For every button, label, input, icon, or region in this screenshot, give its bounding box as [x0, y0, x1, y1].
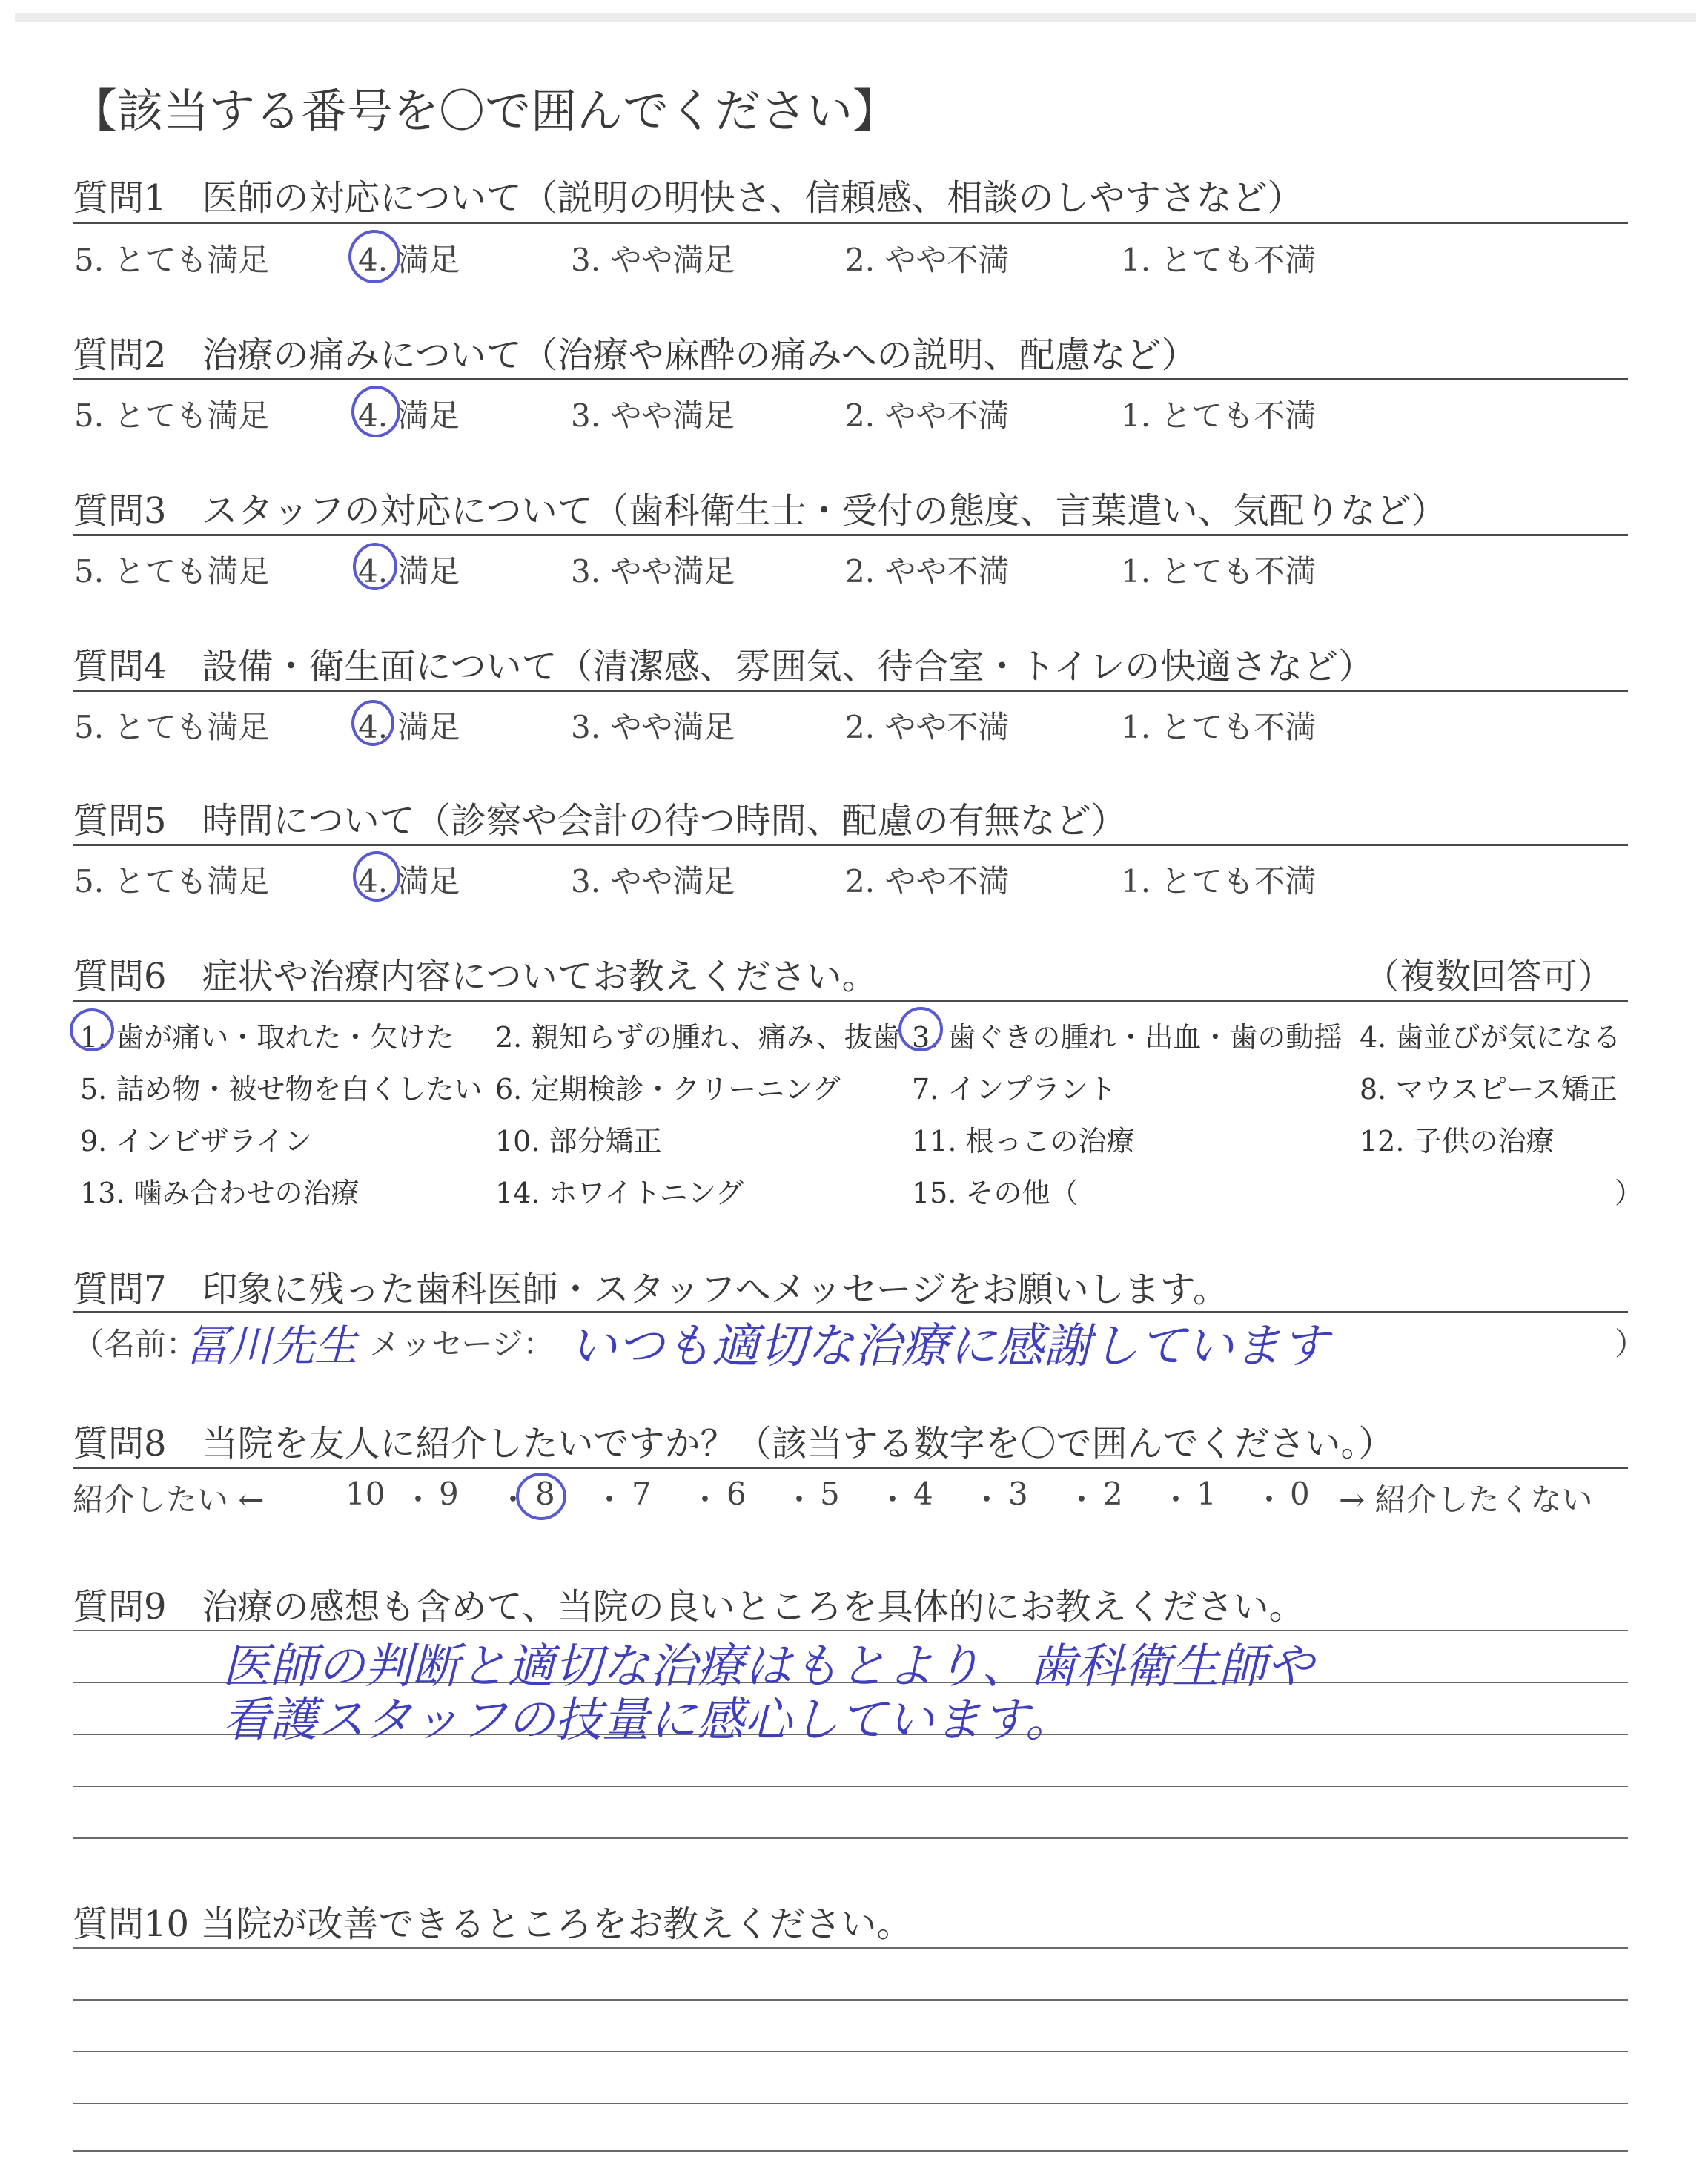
- option-5[interactable]: 5. とても満足: [74, 863, 270, 899]
- scale-number-8[interactable]: 8: [535, 1476, 555, 1512]
- scale-separator: ・: [1066, 1482, 1098, 1518]
- question-title: 質問8 当院を友人に紹介したいですか？（該当する数字を〇で囲んでください。）: [73, 1423, 1394, 1464]
- selection-circle: [70, 1008, 114, 1051]
- rule: [73, 1467, 1628, 1469]
- answer-line: [73, 2051, 1628, 2052]
- option-5[interactable]: 5. とても満足: [74, 242, 270, 278]
- scale-separator: ・: [1160, 1482, 1192, 1518]
- option-4[interactable]: 4. 満足: [358, 397, 460, 434]
- question-title: 質問7 印象に残った歯科医師・スタッフへメッセージをお願いします。: [73, 1269, 1228, 1310]
- scale-number-6[interactable]: 6: [726, 1476, 747, 1512]
- name-handwritten[interactable]: 冨川先生: [185, 1321, 358, 1371]
- option-1[interactable]: 1. とても不満: [1121, 397, 1317, 434]
- symptom-option-8[interactable]: 8. マウスピース矯正: [1360, 1073, 1618, 1106]
- selection-circle: [348, 230, 400, 283]
- question-title: 質問2 治療の痛みについて（治療や麻酔の痛みへの説明、配慮など）: [73, 334, 1197, 376]
- option-5[interactable]: 5. とても満足: [74, 397, 270, 434]
- scale-separator: ・: [971, 1482, 1003, 1518]
- selection-circle: [516, 1473, 566, 1520]
- scale-number-9[interactable]: 9: [439, 1476, 459, 1512]
- scale-number-5[interactable]: 5: [820, 1476, 840, 1512]
- answer-line: [73, 2150, 1628, 2152]
- answer-line: [73, 1999, 1628, 2001]
- option-4[interactable]: 4. 満足: [358, 709, 460, 745]
- scale-number-4[interactable]: 4: [913, 1476, 933, 1512]
- answer-line: [73, 2103, 1628, 2104]
- name-label: （名前：: [73, 1326, 198, 1362]
- question-title: 質問4 設備・衛生面について（清潔感、雰囲気、待合室・トイレの快適さなど）: [73, 646, 1374, 687]
- option-2[interactable]: 2. やや不満: [845, 397, 1010, 434]
- option-2[interactable]: 2. やや不満: [845, 242, 1010, 278]
- question-title: 質問10 当院が改善できるところをお教えください。: [73, 1903, 913, 1945]
- option-3[interactable]: 3. やや満足: [571, 242, 735, 278]
- answer-line: [73, 1837, 1628, 1839]
- selection-circle: [353, 851, 400, 902]
- recommend-right-label: → 紹介したくない: [1339, 1482, 1593, 1518]
- symptom-option-12[interactable]: 12. 子供の治療: [1360, 1125, 1555, 1157]
- option-3[interactable]: 3. やや満足: [571, 863, 735, 899]
- rule: [73, 222, 1628, 224]
- scan-edge: [15, 13, 1696, 22]
- option-2[interactable]: 2. やや不満: [845, 863, 1010, 899]
- symptom-option-4[interactable]: 4. 歯並びが気になる: [1360, 1021, 1621, 1054]
- answer-handwritten-line-2[interactable]: 看護スタッフの技量に感心しています。: [222, 1693, 1073, 1748]
- recommend-left-label: 紹介したい ←: [73, 1482, 265, 1518]
- option-5[interactable]: 5. とても満足: [74, 709, 270, 745]
- rule: [73, 844, 1628, 846]
- scale-separator: ・: [1254, 1482, 1285, 1518]
- symptom-option-11[interactable]: 11. 根っこの治療: [912, 1125, 1135, 1157]
- option-3[interactable]: 3. やや満足: [571, 709, 735, 745]
- option-2[interactable]: 2. やや不満: [845, 709, 1010, 745]
- question-title: 質問6 症状や治療内容についてお教えください。: [73, 956, 878, 997]
- selection-circle: [898, 1007, 943, 1051]
- question-title: 質問5 時間について（診察や会計の待つ時間、配慮の有無など）: [73, 800, 1127, 842]
- option-3[interactable]: 3. やや満足: [571, 397, 735, 434]
- option-1[interactable]: 1. とても不満: [1121, 863, 1317, 899]
- scale-separator: ・: [594, 1482, 626, 1518]
- symptom-option-10[interactable]: 10. 部分矯正: [495, 1125, 662, 1157]
- option-4[interactable]: 4. 満足: [358, 242, 460, 278]
- scale-number-10[interactable]: 10: [345, 1476, 385, 1512]
- rule: [73, 690, 1628, 692]
- scale-number-2[interactable]: 2: [1103, 1476, 1123, 1512]
- answer-line: [73, 1786, 1628, 1787]
- message-handwritten[interactable]: いつも適切な治療に感謝しています: [569, 1319, 1328, 1374]
- close-paren: ）: [1615, 1326, 1646, 1362]
- option-5[interactable]: 5. とても満足: [74, 553, 270, 589]
- option-3[interactable]: 3. やや満足: [571, 553, 735, 589]
- multiple-answers-note: （複数回答可）: [1364, 956, 1614, 997]
- option-4[interactable]: 4. 満足: [358, 863, 460, 899]
- rule: [73, 534, 1628, 536]
- question-title: 質問9 治療の感想も含めて、当院の良いところを具体的にお教えください。: [73, 1586, 1305, 1628]
- option-1[interactable]: 1. とても不満: [1121, 242, 1317, 278]
- symptom-option-7[interactable]: 7. インプラント: [912, 1073, 1117, 1106]
- scale-number-1[interactable]: 1: [1196, 1476, 1217, 1512]
- symptom-option-13[interactable]: 13. 噛み合わせの治療: [80, 1177, 360, 1209]
- symptom-option-5[interactable]: 5. 詰め物・被せ物を白くしたい: [80, 1073, 483, 1106]
- question-title: 質問3 スタッフの対応について（歯科衛生士・受付の態度、言葉遣い、気配りなど）: [73, 490, 1447, 532]
- symptom-option-6[interactable]: 6. 定期検診・クリーニング: [495, 1073, 841, 1106]
- answer-handwritten-line-1[interactable]: 医師の判断と適切な治療はもとより、歯科衛生師や: [222, 1639, 1314, 1694]
- option-1[interactable]: 1. とても不満: [1121, 709, 1317, 745]
- rule: [73, 378, 1628, 380]
- option-2[interactable]: 2. やや不満: [845, 553, 1010, 589]
- scale-number-0[interactable]: 0: [1290, 1476, 1310, 1512]
- symptom-option-9[interactable]: 9. インビザライン: [80, 1125, 313, 1157]
- scale-number-7[interactable]: 7: [632, 1476, 652, 1512]
- option-1[interactable]: 1. とても不満: [1121, 553, 1317, 589]
- scale-separator: ・: [689, 1482, 721, 1518]
- message-label: メッセージ：: [369, 1326, 555, 1362]
- scale-separator: ・: [403, 1482, 434, 1518]
- instruction-header: 【該当する番号を〇で囲んでください】: [71, 84, 899, 138]
- symptom-option-2[interactable]: 2. 親知らずの腫れ、痛み、抜歯: [495, 1021, 901, 1054]
- option-4[interactable]: 4. 満足: [358, 553, 460, 589]
- other-close-paren: ）: [1615, 1177, 1644, 1209]
- scale-number-3[interactable]: 3: [1008, 1476, 1028, 1512]
- scale-separator: ・: [877, 1482, 909, 1518]
- symptom-option-1[interactable]: 1. 歯が痛い・取れた・欠けた: [80, 1021, 454, 1054]
- selection-circle: [353, 543, 397, 590]
- selection-circle: [351, 700, 394, 746]
- selection-circle: [351, 386, 400, 437]
- symptom-option-14[interactable]: 14. ホワイトニング: [495, 1177, 744, 1209]
- symptom-option-3[interactable]: 3. 歯ぐきの腫れ・出血・歯の動揺: [912, 1021, 1343, 1054]
- scale-separator: ・: [497, 1482, 529, 1518]
- symptom-option-15[interactable]: 15. その他（: [912, 1177, 1079, 1209]
- scale-separator: ・: [784, 1482, 815, 1518]
- answer-line: [73, 1947, 1628, 1949]
- question-title: 質問1 医師の対応について（説明の明快さ、信頼感、相談のしやすさなど）: [73, 177, 1303, 219]
- rule: [73, 1000, 1628, 1002]
